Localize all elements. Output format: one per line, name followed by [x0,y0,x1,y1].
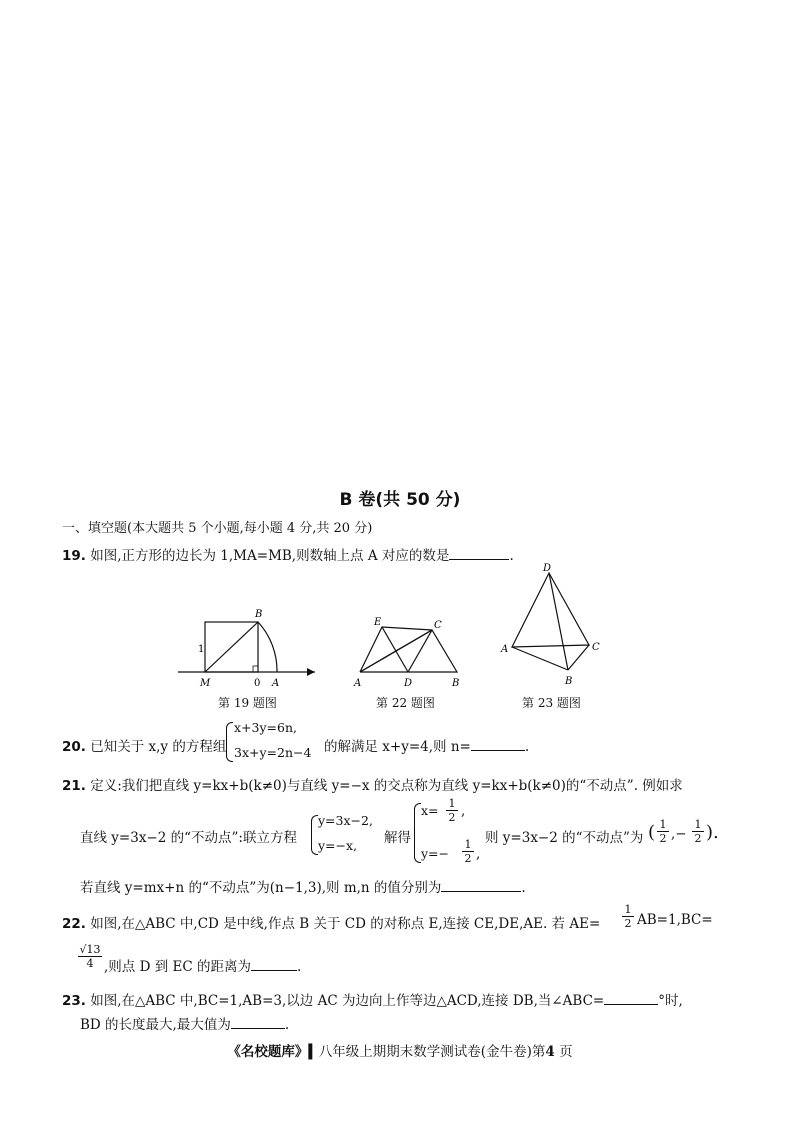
numerator: 1 [448,797,456,810]
label-a: A [501,644,509,655]
figure-19-caption: 第 19 题图 [218,696,277,710]
equation-1: x+3y=6n, [234,720,297,735]
question-number: 19. [62,548,86,564]
answer-blank [441,879,521,892]
system-eq-1: y=3x−2, [318,813,373,828]
denominator: 4 [78,956,102,970]
page-footer [0,1040,800,1060]
result-text: 则 y=3x−2 的“不动点”为 [485,830,644,846]
label-d: D [404,678,413,689]
label-b: B [565,676,573,687]
answer-blank [471,738,525,751]
comma: , [461,803,466,819]
system-eq-2: y=−x, [318,838,358,853]
footer-mark: ▍ [308,1044,319,1060]
figure-23 [495,560,610,690]
question-22-line1 [62,912,600,932]
label-a: A [354,678,362,689]
comma: , [476,846,481,862]
label-b: B [452,678,460,689]
fraction-half [446,797,458,824]
denominator: 2 [446,810,458,824]
question-21-line2: 直线 y=3x−2 的“不动点”:联立方程 [80,830,297,846]
question-23-line1 [62,989,683,1009]
numerator: 1 [659,818,667,831]
question-text: 的解满足 x+y=4,则 n= [324,739,471,755]
fraction-half [462,838,474,865]
paren-open: ( [648,822,656,843]
solution-y-label: y=− [421,846,450,861]
question-22-line2 [104,955,301,975]
figure-23-caption: 第 23 题图 [522,696,581,710]
diagonal-mb [205,622,258,672]
question-number: 20. [62,739,86,755]
numerator: 1 [624,903,632,916]
fraction-sqrt13-over-4 [78,943,102,970]
label-one: 1 [198,644,205,655]
question-20-suffix [324,735,529,755]
question-text: BD 的长度最大,最大值为 [80,1017,231,1033]
solution-brace [414,803,421,863]
arc [258,622,277,672]
denominator: 2 [692,831,704,845]
solution-x-label: x= [421,803,439,818]
label-o: 0 [254,678,261,689]
separator: ,− [671,826,687,842]
page-number: 4 [545,1044,555,1060]
figure-19 [170,600,330,690]
question-text-cont: AB=1,BC= [637,912,713,928]
question-number: 23. [62,993,86,1009]
equation-2: 3x+y=2n−4 [234,745,312,760]
question-text: 如图,在△ABC 中,CD 是中线,作点 B 关于 CD 的对称点 E,连接 CE,DE,AE. 若 AE= [90,916,601,932]
question-text: 如图,在△ABC 中,BC=1,AB=3,以边 AC 为边向上作等边△ACD,连接 DB,当∠ABC= [90,993,605,1009]
footer-title: 八年级上期期末数学测试卷(金牛卷)第 [318,1044,546,1060]
question-text: 已知关于 x,y 的方程组 [90,739,227,755]
denominator: 2 [462,851,474,865]
footer-brand: 《名校题库》 [227,1044,309,1060]
figure-22-caption: 第 22 题图 [376,696,435,710]
numerator: 1 [464,838,472,851]
question-number: 21. [62,778,86,794]
period: . [509,548,514,564]
fraction-half [692,818,704,845]
question-number: 22. [62,916,86,932]
paren-close: ). [706,822,719,843]
page-suffix: 页 [559,1044,573,1060]
solution-x [421,803,439,818]
arrow-icon [307,668,315,676]
answer-blank [449,547,509,560]
right-angle-mark [253,666,258,672]
denominator: 2 [657,831,669,845]
fraction-half [657,818,669,845]
fraction-half [622,903,634,930]
label-m: M [200,678,211,689]
question-text: 定义:我们把直线 y=kx+b(k≠0)与直线 y=−x 的交点称为直线 y=kx+b(k≠0)的“不动点”. 例如求 [90,778,683,794]
question-text: 如图,正方形的边长为 1,MA=MB,则数轴上点 A 对应的数是 [90,548,450,564]
label-a: A [272,678,280,689]
answer-blank [604,992,658,1005]
solve-text: 解得 [384,830,411,846]
system-brace [226,722,233,762]
question-21-line3 [80,876,526,896]
numerator: 1 [694,818,702,831]
period: . [284,1017,290,1033]
section-heading: 一、填空题(本大题共 5 个小题,每小题 4 分,共 20 分) [62,521,373,536]
label-c: C [434,620,442,631]
question-text-cont: °时, [658,993,683,1009]
question-23-line2 [80,1013,289,1033]
solution-y [421,846,449,861]
denominator: 2 [622,916,634,930]
numerator: √13 [79,943,101,956]
question-text: ,则点 D 到 EC 的距离为 [104,959,251,975]
period: . [296,959,302,975]
label-d: D [543,563,552,574]
question-19 [62,544,514,564]
question-21-line1 [62,774,683,794]
section-title: B 卷(共 50 分) [339,490,461,510]
answer-blank [231,1016,285,1029]
question-text: 若直线 y=mx+n 的“不动点”为(n−1,3),则 m,n 的值分别为 [80,880,442,896]
label-b: B [255,609,263,620]
question-20-prefix [62,735,226,755]
answer-blank [251,958,297,971]
label-c: C [592,642,600,653]
period: . [524,739,530,755]
figure-22 [350,615,470,690]
period: . [521,880,526,896]
system-brace [311,815,318,855]
label-e: E [374,617,382,628]
